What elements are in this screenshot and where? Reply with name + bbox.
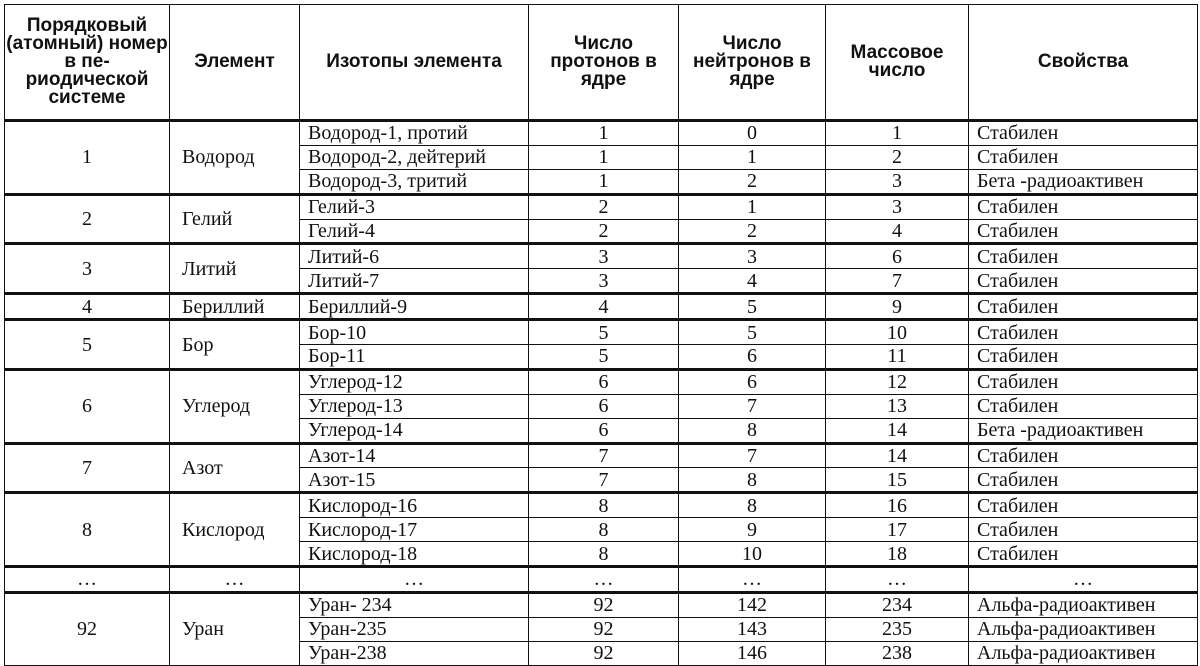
column-header-properties: Свойства [969,5,1198,121]
neutrons-cell: 4 [679,269,826,294]
property-cell: Стабилен [969,269,1198,294]
element-name-cell: Углерод [170,369,300,443]
element-name-cell: Кислород [170,493,300,567]
isotope-name-cell: Азот-15 [300,468,529,493]
property-cell: Стабилен [969,194,1198,219]
mass-number-cell: 12 [826,369,969,394]
property-cell: Стабилен [969,345,1198,370]
protons-cell: 6 [529,369,679,394]
property-cell: Стабилен [969,121,1198,146]
mass-number-cell: 238 [826,641,969,665]
neutrons-cell: 6 [679,345,826,370]
protons-cell: 6 [529,394,679,418]
isotope-name-cell: Уран- 234 [300,592,529,617]
isotope-name-cell: Кислород-18 [300,542,529,567]
property-cell: Бета -радиоактивен [969,169,1198,194]
protons-cell: 1 [529,121,679,146]
isotope-name-cell: Литий-7 [300,269,529,294]
element-name-cell: Литий [170,244,300,294]
protons-cell: 7 [529,443,679,468]
mass-number-cell: 4 [826,219,969,244]
isotope-name-cell: Водород-1, протий [300,121,529,146]
neutrons-cell: 7 [679,394,826,418]
atomic-number-cell: 1 [5,121,170,195]
neutrons-cell: 5 [679,294,826,320]
property-cell: Стабилен [969,244,1198,269]
element-name-cell: Гелий [170,194,300,244]
property-cell: Стабилен [969,493,1198,518]
mass-number-cell: 16 [826,493,969,518]
table-row [5,121,1198,146]
protons-cell: 3 [529,269,679,294]
isotope-name-cell: Углерод-14 [300,418,529,443]
isotope-name-cell: Бериллий-9 [300,294,529,320]
neutrons-cell: … [679,567,826,593]
property-cell: Стабилен [969,518,1198,542]
neutrons-cell: 1 [679,194,826,219]
column-header-mass: Массовое число [826,5,969,121]
isotope-name-cell: Водород-3, тритий [300,169,529,194]
property-cell: Стабилен [969,294,1198,320]
mass-number-cell: 235 [826,617,969,641]
mass-number-cell: 3 [826,169,969,194]
neutrons-cell: 5 [679,320,826,345]
neutrons-cell: 1 [679,145,826,169]
property-cell: Стабилен [969,219,1198,244]
neutrons-cell: 8 [679,468,826,493]
mass-number-cell: 11 [826,345,969,370]
mass-number-cell: 14 [826,418,969,443]
property-cell: Стабилен [969,394,1198,418]
table-row [5,194,1198,219]
table-row [5,294,1198,320]
table-row [5,244,1198,269]
protons-cell: 8 [529,493,679,518]
element-name-cell: Азот [170,443,300,493]
neutrons-cell: 7 [679,443,826,468]
isotope-name-cell: Водород-2, дейтерий [300,145,529,169]
mass-number-cell: 13 [826,394,969,418]
property-cell: Стабилен [969,443,1198,468]
isotope-name-cell: Кислород-16 [300,493,529,518]
element-name-cell: Водород [170,121,300,195]
protons-cell: 8 [529,518,679,542]
mass-number-cell: 18 [826,542,969,567]
protons-cell: 3 [529,244,679,269]
neutrons-cell: 143 [679,617,826,641]
table-row [5,443,1198,468]
neutrons-cell: 10 [679,542,826,567]
protons-cell: 2 [529,194,679,219]
mass-number-cell: 6 [826,244,969,269]
column-header-neutrons: Число нейтронов в ядре [679,5,826,121]
atomic-number-cell: 3 [5,244,170,294]
protons-cell: … [529,567,679,593]
isotope-name-cell: … [300,567,529,593]
mass-number-cell: 14 [826,443,969,468]
isotope-name-cell: Гелий-3 [300,194,529,219]
property-cell: Стабилен [969,542,1198,567]
property-cell: Бета -радиоактивен [969,418,1198,443]
neutrons-cell: 3 [679,244,826,269]
element-name-cell: Уран [170,592,300,665]
property-cell: Альфа-радиоактивен [969,641,1198,665]
column-header-protons: Число протонов в ядре [529,5,679,121]
neutrons-cell: 8 [679,418,826,443]
atomic-number-cell: 7 [5,443,170,493]
column-header-number: Порядковый (атомный) номер в пе-риодической системе [5,5,170,121]
column-header-isotopes: Изотопы элемента [300,5,529,121]
table-body [5,121,1198,666]
neutrons-cell: 2 [679,169,826,194]
table-row [5,320,1198,345]
mass-number-cell: 15 [826,468,969,493]
protons-cell: 92 [529,592,679,617]
mass-number-cell: 7 [826,269,969,294]
property-cell: Стабилен [969,369,1198,394]
protons-cell: 5 [529,345,679,370]
protons-cell: 7 [529,468,679,493]
property-cell: … [969,567,1198,593]
table-row [5,567,1198,593]
isotope-name-cell: Углерод-12 [300,369,529,394]
atomic-number-cell: 92 [5,592,170,665]
protons-cell: 1 [529,169,679,194]
table-header [5,5,1198,121]
atomic-number-cell: 4 [5,294,170,320]
atomic-number-cell: 5 [5,320,170,370]
isotope-name-cell: Уран-238 [300,641,529,665]
atomic-number-cell: 6 [5,369,170,443]
property-cell: Альфа-радиоактивен [969,617,1198,641]
isotopes-table [4,4,1198,666]
isotope-name-cell: Гелий-4 [300,219,529,244]
element-name-cell: Бериллий [170,294,300,320]
mass-number-cell: 2 [826,145,969,169]
column-header-element: Элемент [170,5,300,121]
neutrons-cell: 6 [679,369,826,394]
element-name-cell: Бор [170,320,300,370]
table-row [5,493,1198,518]
property-cell: Стабилен [969,145,1198,169]
property-cell: Стабилен [969,468,1198,493]
neutrons-cell: 142 [679,592,826,617]
neutrons-cell: 9 [679,518,826,542]
neutrons-cell: 2 [679,219,826,244]
isotope-name-cell: Бор-11 [300,345,529,370]
mass-number-cell: 234 [826,592,969,617]
isotope-name-cell: Уран-235 [300,617,529,641]
table-row [5,369,1198,394]
neutrons-cell: 8 [679,493,826,518]
protons-cell: 2 [529,219,679,244]
property-cell: Альфа-радиоактивен [969,592,1198,617]
atomic-number-cell: 8 [5,493,170,567]
mass-number-cell: 9 [826,294,969,320]
protons-cell: 1 [529,145,679,169]
protons-cell: 92 [529,641,679,665]
atomic-number-cell: … [5,567,170,593]
atomic-number-cell: 2 [5,194,170,244]
protons-cell: 5 [529,320,679,345]
protons-cell: 4 [529,294,679,320]
protons-cell: 8 [529,542,679,567]
neutrons-cell: 146 [679,641,826,665]
isotope-name-cell: Углерод-13 [300,394,529,418]
header-row [5,5,1198,121]
table-row [5,592,1198,617]
mass-number-cell: 17 [826,518,969,542]
property-cell: Стабилен [969,320,1198,345]
mass-number-cell: 1 [826,121,969,146]
isotope-name-cell: Литий-6 [300,244,529,269]
isotope-name-cell: Кислород-17 [300,518,529,542]
element-name-cell: … [170,567,300,593]
mass-number-cell: 10 [826,320,969,345]
protons-cell: 6 [529,418,679,443]
isotope-name-cell: Бор-10 [300,320,529,345]
neutrons-cell: 0 [679,121,826,146]
mass-number-cell: 3 [826,194,969,219]
isotope-name-cell: Азот-14 [300,443,529,468]
protons-cell: 92 [529,617,679,641]
mass-number-cell: … [826,567,969,593]
